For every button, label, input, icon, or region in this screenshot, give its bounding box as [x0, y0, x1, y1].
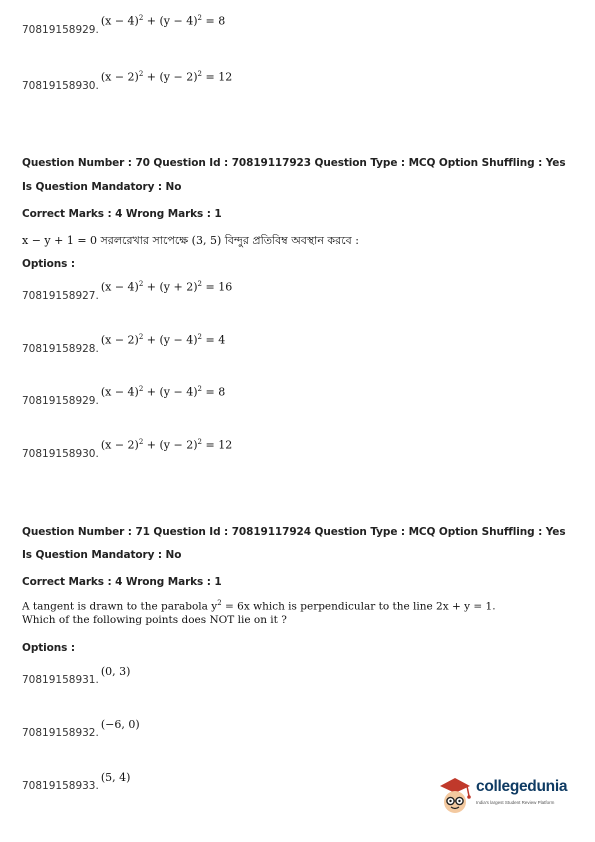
- question-header: Question Number : 71 Question Id : 70819117924 Question Type : MCQ Option Shuffling : Yes: [22, 526, 566, 538]
- mandatory-label: Is Question Mandatory : No: [22, 181, 182, 193]
- option-value: (5, 4): [100, 771, 131, 784]
- option-row: [22, 333, 226, 355]
- option-id: 70819158930.: [22, 447, 99, 460]
- question-text-line2: Which of the following points does NOT lie on it ?: [22, 614, 287, 626]
- option-value: (0, 3): [100, 665, 131, 678]
- brand-tagline: India's largest Student Review Platform: [476, 800, 555, 805]
- option-value: (−6, 0): [100, 718, 140, 731]
- question-header: Question Number : 70 Question Id : 70819117923 Question Type : MCQ Option Shuffling : Yes: [22, 157, 566, 169]
- mandatory-label: Is Question Mandatory : No: [22, 549, 182, 561]
- options-label: Options :: [22, 642, 75, 654]
- option-row: [22, 771, 131, 792]
- option-row: [22, 14, 226, 36]
- option-row: [22, 718, 140, 739]
- option-equation: $(x - 4)^2 + (y + 2)^2 = 16$: [100, 280, 233, 294]
- question-text-line1: A tangent is drawn to the parabola $y^2 = 6x$ which is perpendicular to the line 2x + y = 1.: [22, 599, 496, 613]
- option-id: 70819158928.: [22, 342, 99, 355]
- marks-label: Correct Marks : 4 Wrong Marks : 1: [22, 208, 222, 220]
- option-equation: $(x - 2)^2 + (y - 2)^2 = 12$: [100, 70, 233, 84]
- option-id: 70819158932.: [22, 727, 99, 739]
- option-equation: $(x - 4)^2 + (y - 4)^2 = 8$: [100, 385, 226, 399]
- option-id: 70819158927.: [22, 289, 99, 302]
- marks-label: Correct Marks : 4 Wrong Marks : 1: [22, 576, 222, 588]
- option-equation: $(x - 4)^2 + (y - 4)^2 = 8$: [100, 14, 226, 28]
- option-row: [22, 70, 233, 92]
- mascot-icon: [436, 774, 474, 816]
- option-id: 70819158929.: [22, 394, 99, 407]
- option-id: 70819158930.: [22, 79, 99, 92]
- option-row: [22, 385, 226, 407]
- option-row: [22, 280, 233, 302]
- option-id: 70819158933.: [22, 780, 99, 792]
- options-label: Options :: [22, 258, 75, 270]
- collegedunia-logo[interactable]: [436, 774, 576, 818]
- option-equation: $(x - 2)^2 + (y - 2)^2 = 12$: [100, 438, 233, 452]
- option-id: 70819158931.: [22, 674, 99, 686]
- option-row: [22, 438, 233, 460]
- option-row: [22, 665, 131, 686]
- question-text: x − y + 1 = 0 সরলরেখার সাপেক্ষে (3, 5) বিন্দুর প্রতিবিম্ব অবস্থান করবে :: [22, 234, 359, 247]
- option-id: 70819158929.: [22, 23, 99, 36]
- option-equation: $(x - 2)^2 + (y - 4)^2 = 4$: [100, 333, 226, 347]
- brand-name: collegedunia: [476, 778, 568, 795]
